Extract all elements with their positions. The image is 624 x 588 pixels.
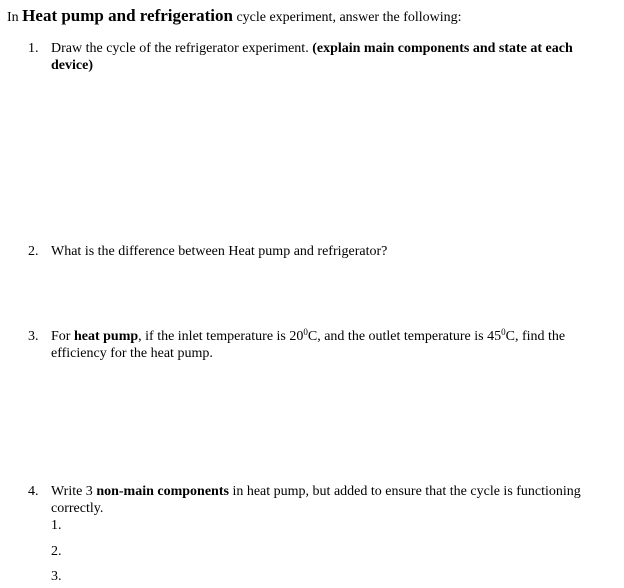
intro-suffix: cycle experiment, answer the following:: [232, 10, 462, 25]
question-number: 4.: [28, 484, 39, 499]
question-1: [28, 40, 613, 74]
question-3: [28, 328, 613, 362]
intro-prefix: In: [7, 10, 23, 25]
intro-title: Heat pump and refrigeration: [22, 6, 233, 25]
answer-line-3: 3.: [51, 569, 62, 584]
degree-superscript: 0: [501, 327, 506, 337]
answer-line-2: 2.: [51, 544, 62, 559]
question-text: What is the difference between Heat pump and refrigerator?: [51, 244, 388, 259]
question-number: 1.: [28, 41, 39, 56]
question-2: [28, 243, 613, 260]
degree-superscript: 0: [303, 327, 308, 337]
question-number: 3.: [28, 329, 39, 344]
worksheet-intro: [7, 6, 462, 26]
question-number: 2.: [28, 244, 39, 259]
question-4: [28, 483, 613, 517]
answer-line-1: 1.: [51, 518, 62, 533]
question-text: Write 3 non-main components in heat pump, but added to ensure that the cycle is functioning correctly.: [51, 484, 581, 516]
question-text: Draw the cycle of the refrigerator experiment. (explain main components and state at each device): [51, 41, 573, 73]
question-text: For heat pump, if the inlet temperature is $20^0C$, and the outlet temperature is $45^0C$, find the efficiency for the heat pump.: [51, 327, 566, 361]
